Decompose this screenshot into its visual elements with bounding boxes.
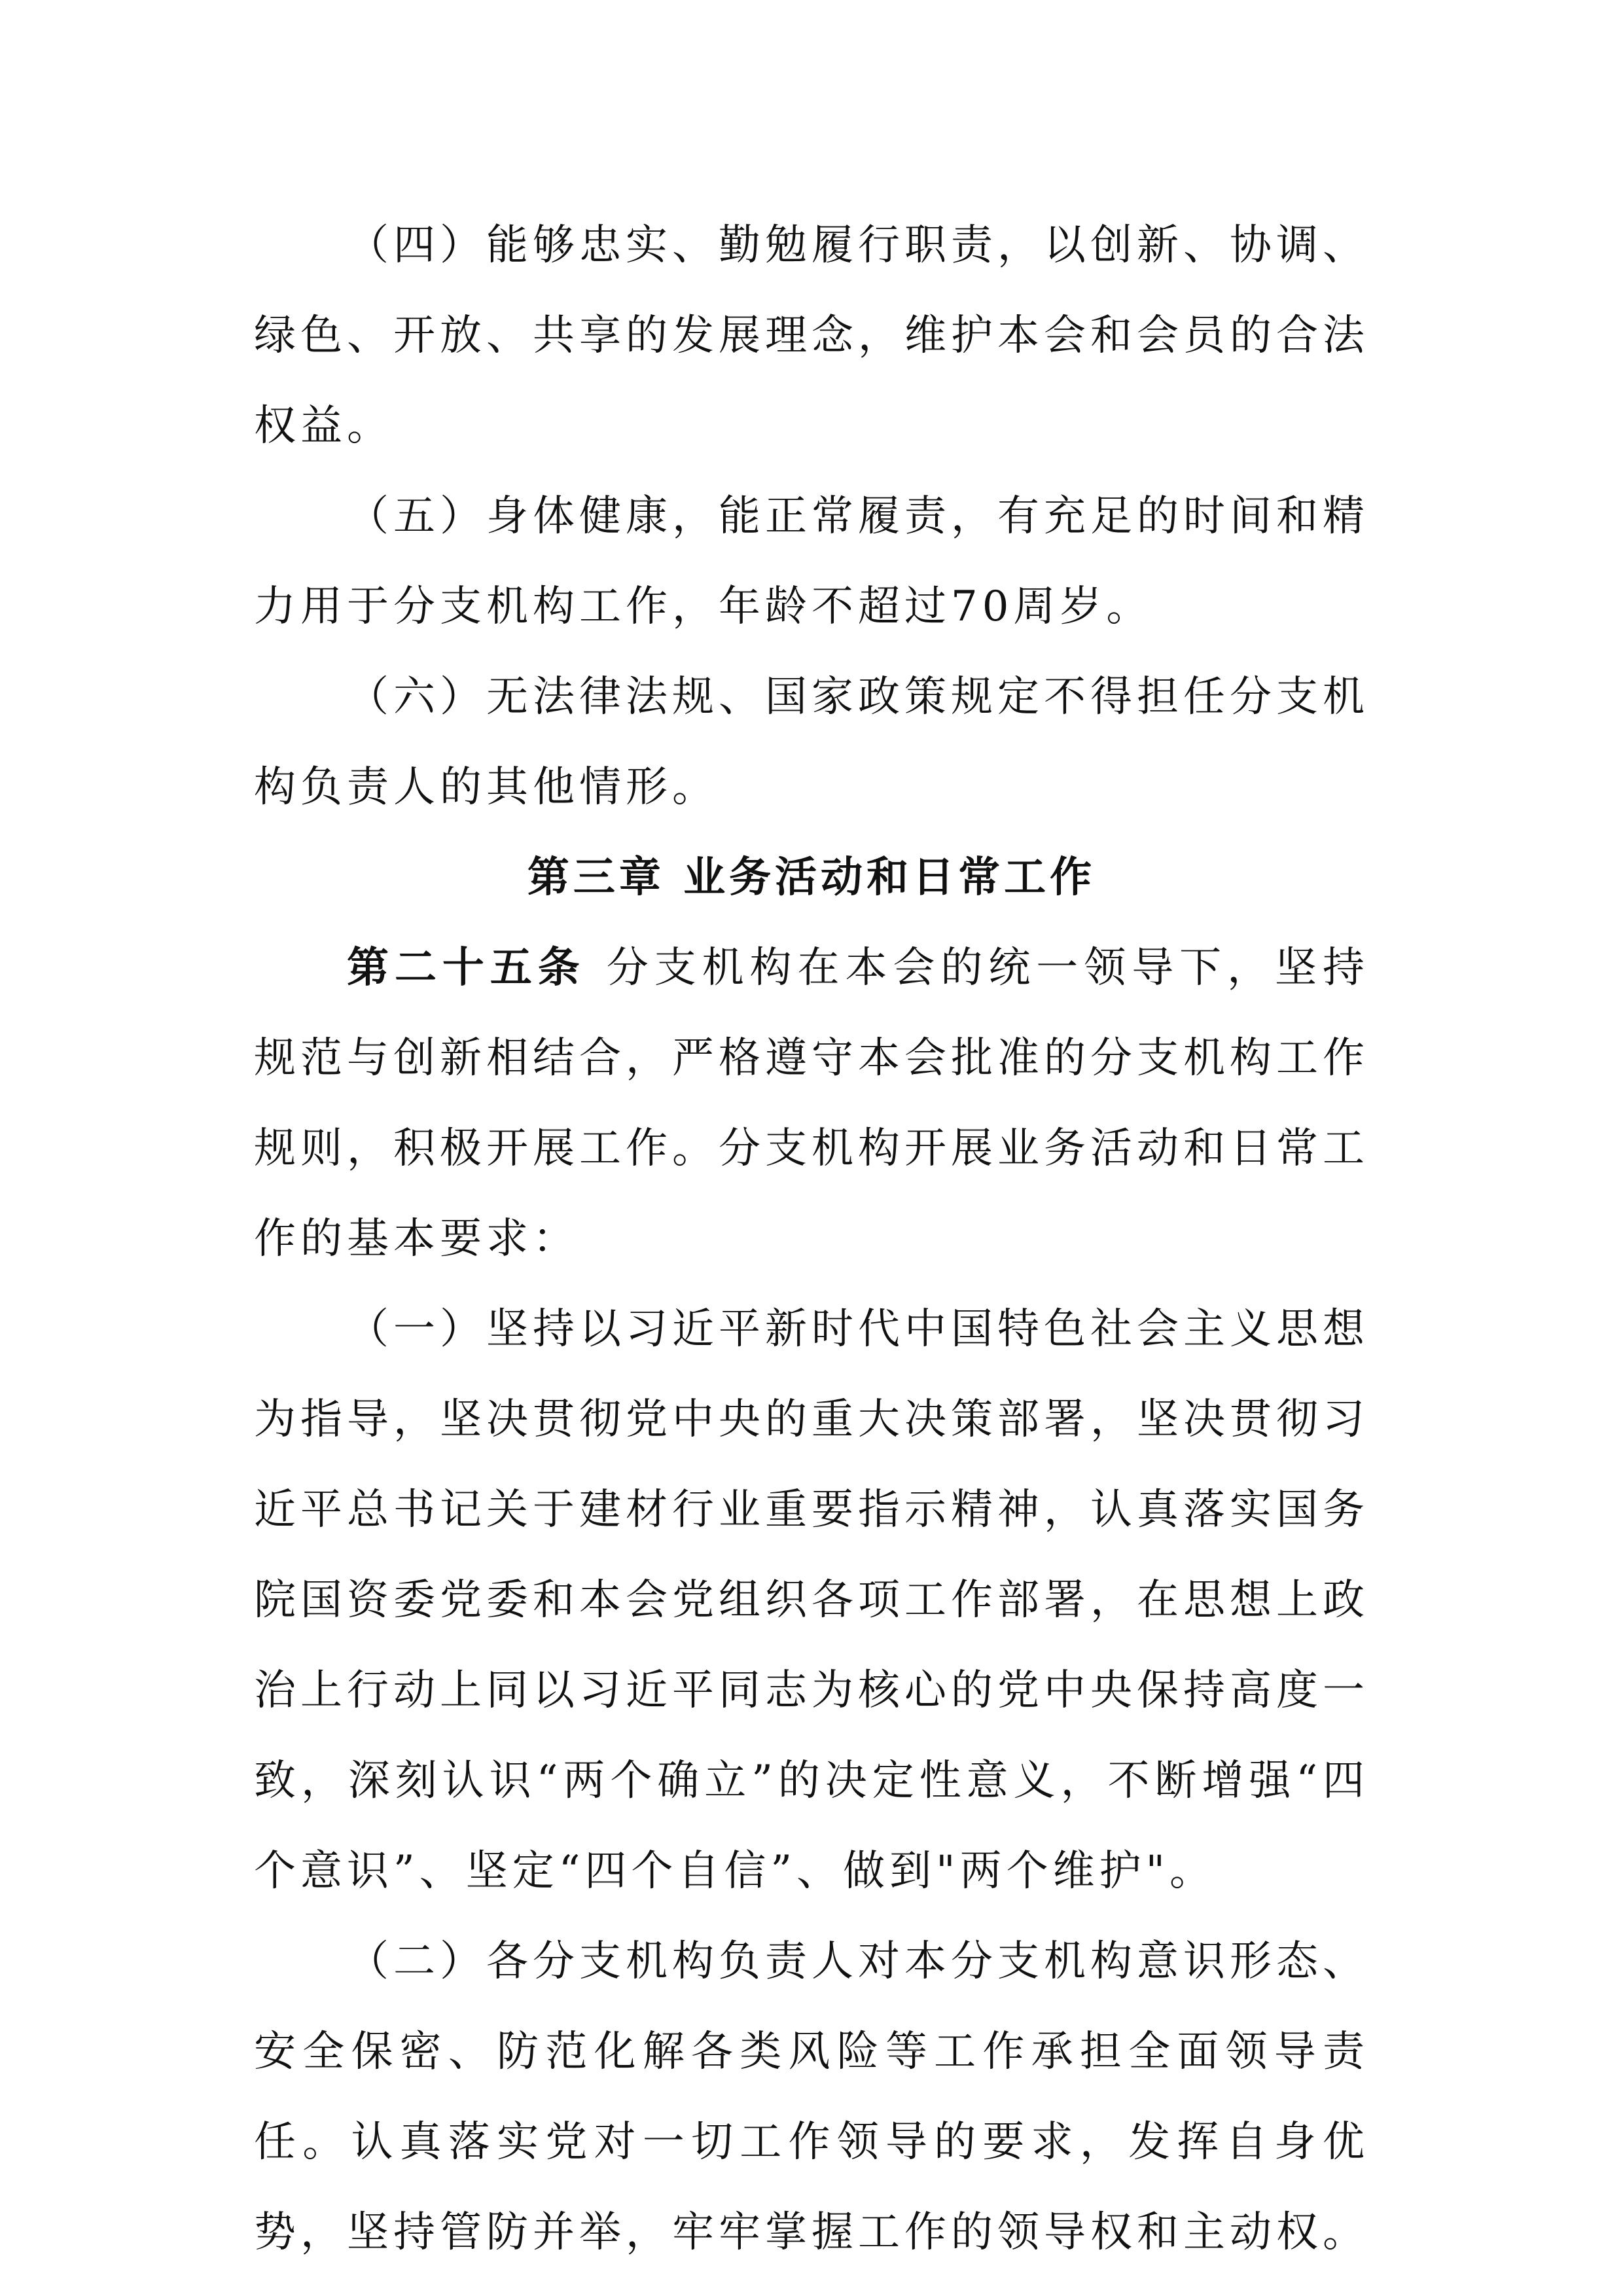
chapter-heading: 第三章 业务活动和日常工作 [527, 853, 1096, 902]
paragraph-item-1: （一）坚持以习近平新时代中国特色社会主义思想为指导，坚决贯彻党中央的重大决策部署，坚决贯彻习近平总书记关于建材行业重要指示精神，认真落实国务院国资委党委和本会党组织各项工作部署，在思想上政治上行动上同以习近平同志为核心的党中央保持高度一致，深刻认识“两个确立”的决定性意义，不断增强“四个意识”、坚定“四个自信”、做到"两个维护"。 [254, 1305, 1369, 1895]
paragraph-item-4: （四）能够忠实、勤勉履行职责，以创新、协调、绿色、开放、共享的发展理念，维护本会和会员的合法权益。 [254, 221, 1369, 450]
paragraph-item-2: （二）各分支机构负责人对本分支机构意识形态、安全保密、防范化解各类风险等工作承担全面领导责任。认真落实党对一切工作领导的要求，发挥自身优势，坚持管防并举，牢牢掌握工作的领导权和主动权。 [254, 1937, 1369, 2257]
paragraph-item-5: （五）身体健康，能正常履责，有充足的时间和精力用于分支机构工作，年龄不超过70周岁。 [254, 492, 1369, 631]
article-label: 第二十五条 [347, 943, 586, 992]
document-body [254, 200, 1369, 2278]
article-text: 分支机构在本会的统一领导下，坚持规范与创新相结合，严格遵守本会批准的分支机构工作规则，积极开展工作。分支机构开展业务活动和日常工作的基本要求： [254, 944, 1369, 1263]
paragraph-item-6: （六）无法律法规、国家政策规定不得担任分支机构负责人的其他情形。 [254, 673, 1369, 812]
article-paragraph [254, 923, 1369, 1284]
